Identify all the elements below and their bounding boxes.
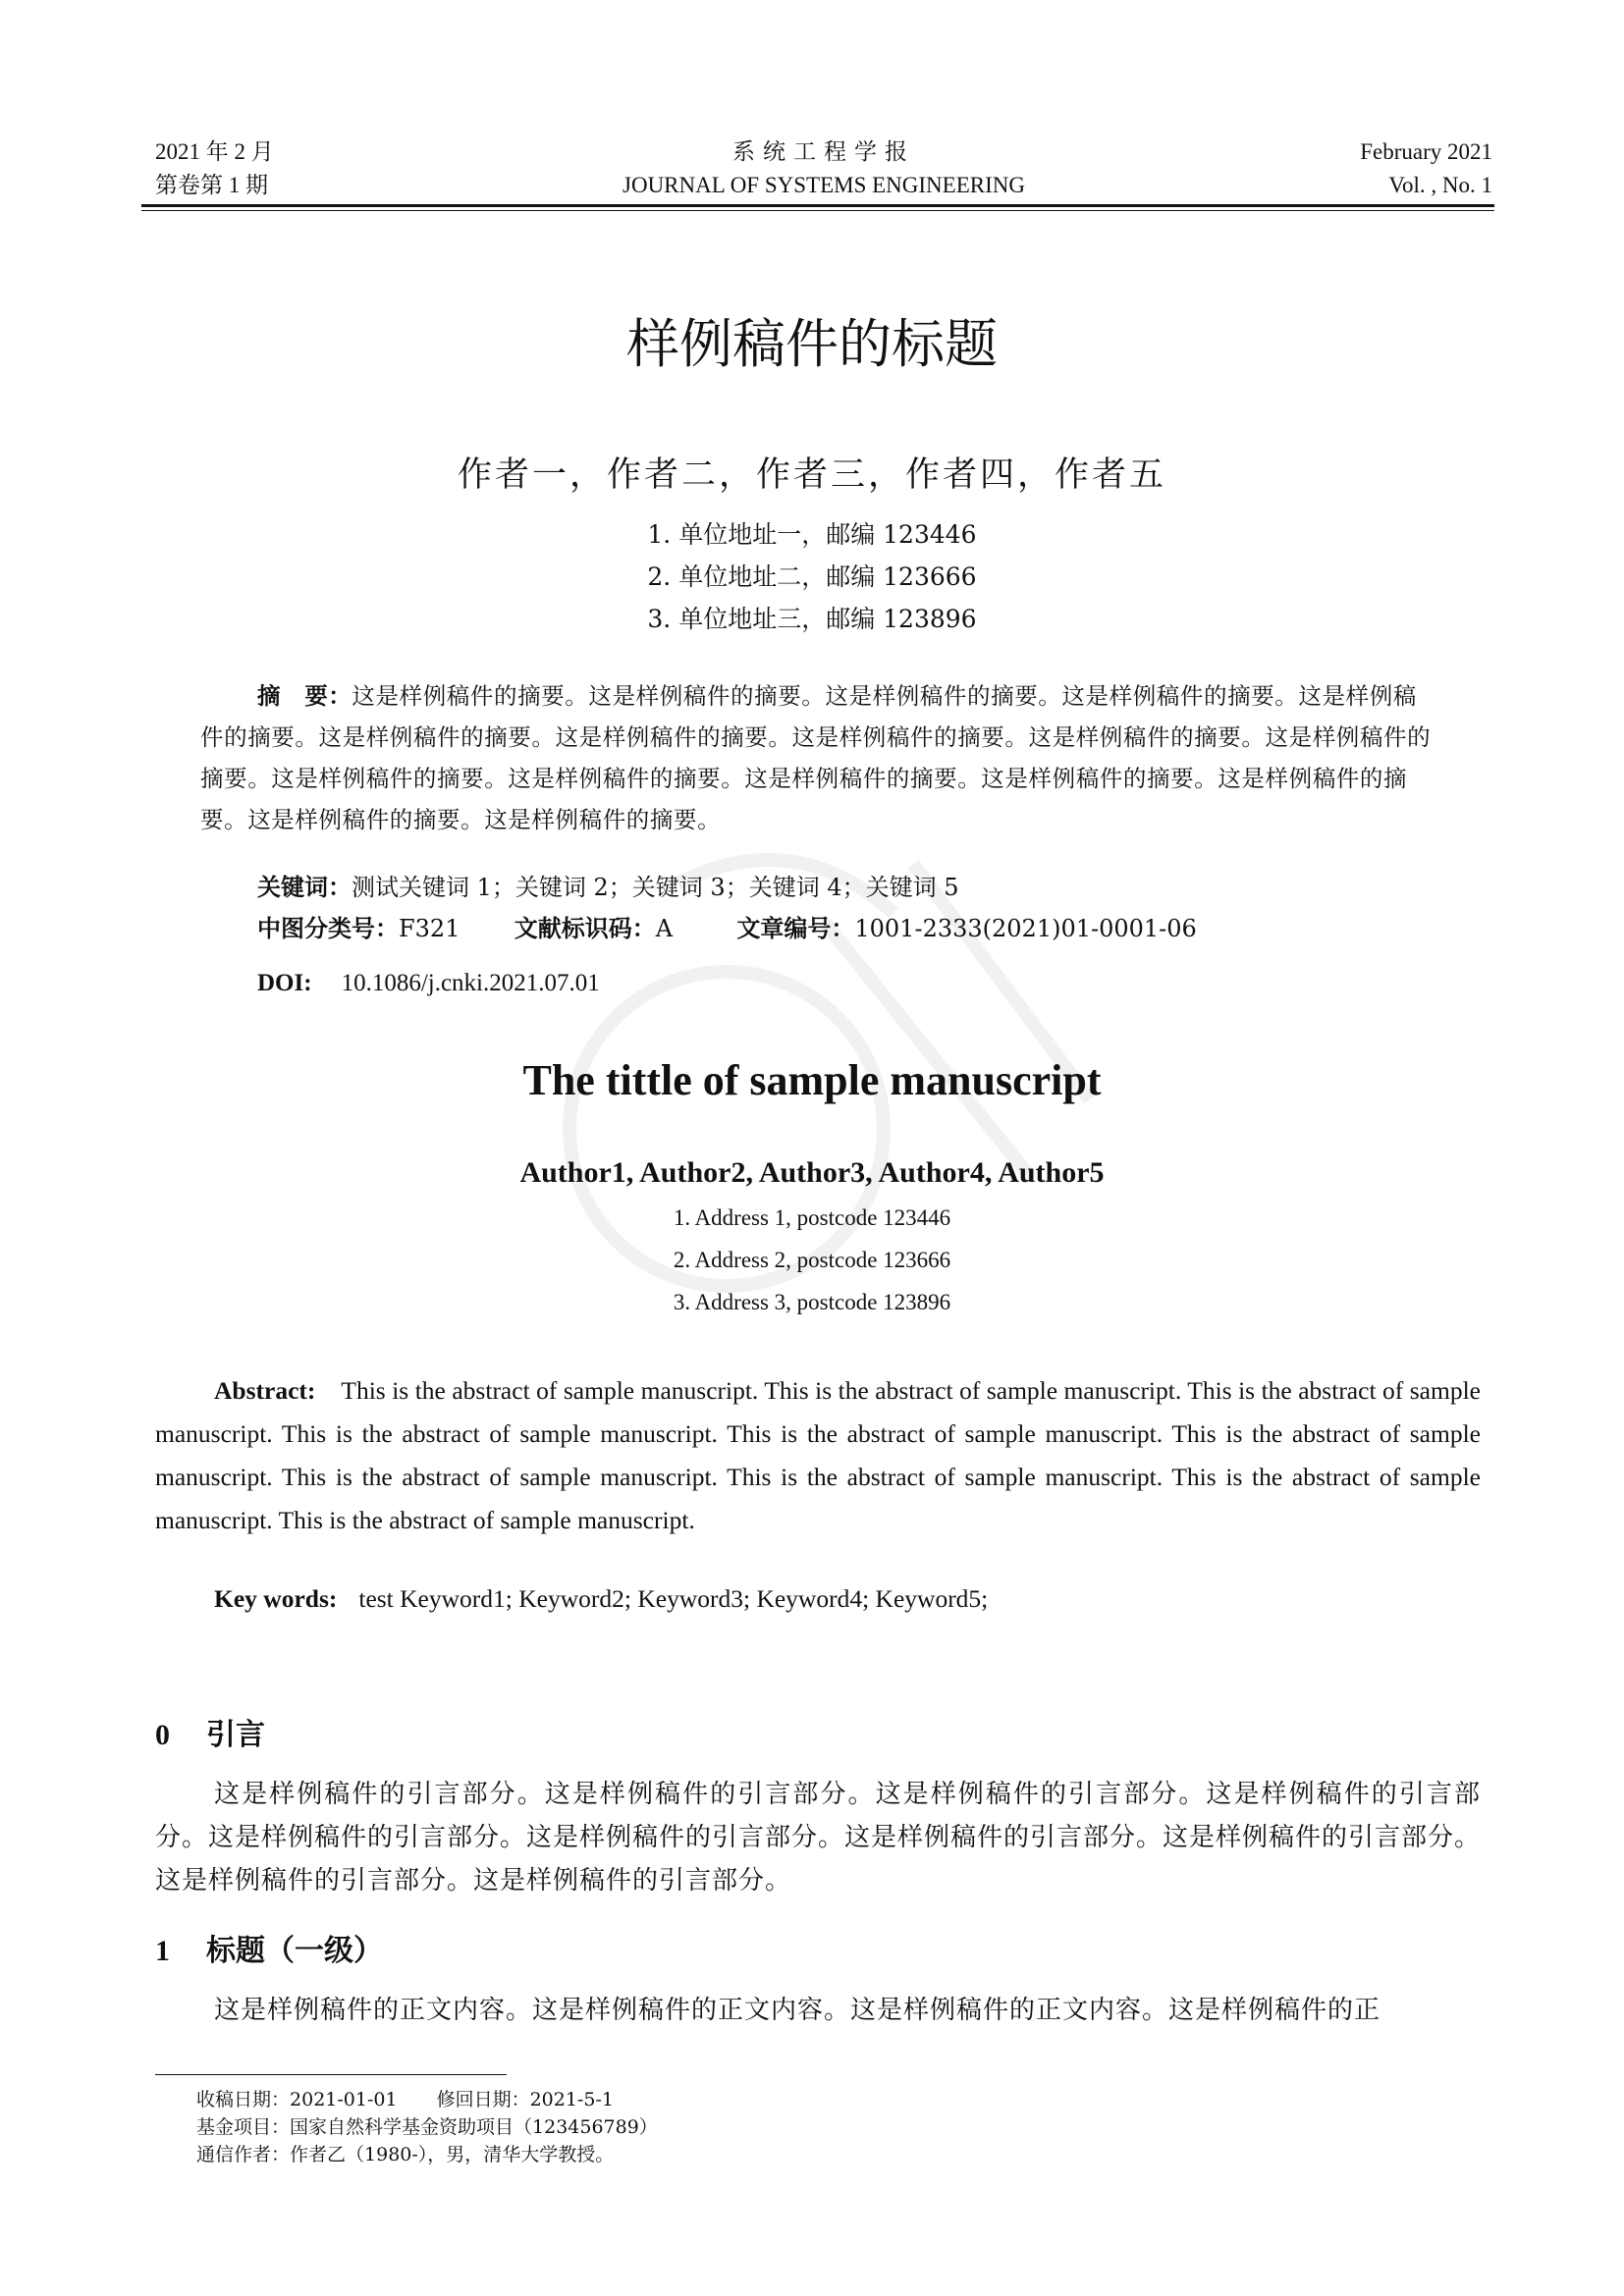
header-volume-en: Vol. , No. 1 (1388, 173, 1492, 197)
section-number: 1 (155, 1935, 170, 1967)
section-heading-0 (155, 1710, 265, 1753)
section-paragraph: 这是样例稿件的引言部分。这是样例稿件的引言部分。这是样例稿件的引言部分。这是样例稿件的引言部分。这是样例稿件的引言部分。这是样例稿件的引言部分。这是样例稿件的引言部分。这是样例稿件的引言部分。这是样例稿件的引言部分。这是样例稿件的引言部分。 (155, 1780, 1482, 1896)
abstract-cn (200, 675, 1437, 840)
received-label: 收稿日期： (196, 2089, 291, 2110)
affiliation-cn: 3. 单位地址三，邮编 123896 (647, 605, 977, 633)
page-title-cn: 样例稿件的标题 (626, 313, 998, 375)
corresponding-text: 作者乙（1980-），男，清华大学教授。 (290, 2144, 615, 2165)
keywords-cn (257, 868, 959, 902)
classification-line (257, 909, 1197, 943)
section-number: 0 (155, 1719, 170, 1751)
corresponding-label: 通信作者： (196, 2144, 291, 2165)
affiliation-en: 3. Address 3, postcode 123896 (673, 1290, 951, 1314)
doi-link[interactable]: 10.1086/j.cnki.2021.07.01 (341, 970, 600, 996)
keywords-text-cn: 测试关键词 1；关键词 2；关键词 3；关键词 4；关键词 5 (352, 874, 959, 901)
clc-label: 中图分类号： (257, 915, 399, 942)
section-title: 引言 (206, 1718, 265, 1752)
keywords-text-en: test Keyword1; Keyword2; Keyword3; Keyword4; Keyword5; (358, 1584, 989, 1613)
header-rule-thick (141, 204, 1494, 207)
keywords-label-cn: 关键词： (257, 874, 352, 901)
fund-text: 国家自然科学基金资助项目（123456789） (290, 2116, 658, 2138)
header-right (1360, 135, 1492, 202)
fund-label: 基金项目： (196, 2116, 291, 2138)
abstract-label-cn: 摘 要： (257, 682, 352, 710)
authors-cn: 作者一，作者二，作者三，作者四，作者五 (457, 455, 1166, 495)
doi-line (257, 970, 600, 997)
section-title: 标题（一级） (206, 1934, 383, 1968)
header-rule-thin (141, 210, 1494, 211)
journal-name-cn: 系统工程学报 (732, 139, 915, 164)
abstract-label-en: Abstract: (214, 1376, 316, 1405)
affiliation-cn: 2. 单位地址二，邮编 123666 (647, 562, 977, 591)
revised-label: 修回日期： (436, 2089, 530, 2110)
keywords-label-en: Key words: (214, 1584, 338, 1613)
article-no-label: 文章编号： (736, 915, 855, 942)
abstract-text-en: This is the abstract of sample manuscript. This is the abstract of sample manuscript. This is the abstract of sample manuscript. This is the abstract of sample manuscript. This is the abstract of sample manuscript. This is the abstract of sample manuscript. This is the abstract of sample manuscript. This is the abstract of sample manuscript. This is the abstract of sample manuscript. This is the abstract of sample manuscript. (155, 1376, 1481, 1534)
page-title-en: The tittle of sample manuscript (522, 1056, 1102, 1104)
header-volume-cn: 第卷第 1 期 (155, 173, 268, 197)
footnote-fund (196, 2114, 658, 2140)
affiliation-cn: 1. 单位地址一，邮编 123446 (647, 520, 977, 549)
footnote-corresponding (196, 2142, 614, 2167)
journal-header (155, 135, 1492, 204)
article-no-value: 1001-2333(2021)01-0001-06 (854, 915, 1197, 942)
section-paragraph: 这是样例稿件的正文内容。这是样例稿件的正文内容。这是样例稿件的正文内容。这是样例稿件的正 (214, 1996, 1381, 2025)
keywords-en (214, 1584, 988, 1614)
footnote-rule (155, 2074, 507, 2075)
abstract-text-cn: 这是样例稿件的摘要。这是样例稿件的摘要。这是样例稿件的摘要。这是样例稿件的摘要。这是样例稿件的摘要。这是样例稿件的摘要。这是样例稿件的摘要。这是样例稿件的摘要。这是样例稿件的摘要。这是样例稿件的摘要。这是样例稿件的摘要。这是样例稿件的摘要。这是样例稿件的摘要。这是样例稿件的摘要。这是样例稿件的摘要。这是样例稿件的摘要。这是样例稿件的摘要。 (200, 682, 1432, 833)
journal-name-en: JOURNAL OF SYSTEMS ENGINEERING (623, 173, 1025, 197)
footnote-dates (196, 2087, 614, 2112)
header-date-en: February 2021 (1360, 139, 1492, 164)
revised-date: 2021-5-1 (529, 2089, 614, 2110)
doc-code-value: A (655, 915, 674, 942)
affiliation-en: 1. Address 1, postcode 123446 (673, 1205, 951, 1230)
authors-en: Author1, Author2, Author3, Author4, Author5 (519, 1156, 1105, 1189)
header-date-cn: 2021 年 2 月 (155, 139, 274, 164)
doc-code-label: 文献标识码： (514, 915, 656, 942)
section-heading-1 (155, 1926, 383, 1969)
abstract-en (155, 1369, 1481, 1542)
received-date: 2021-01-01 (290, 2089, 398, 2110)
doi-label: DOI: (257, 970, 312, 996)
clc-value: F321 (399, 915, 460, 942)
header-center (155, 135, 1492, 202)
affiliation-en: 2. Address 2, postcode 123666 (673, 1248, 951, 1272)
